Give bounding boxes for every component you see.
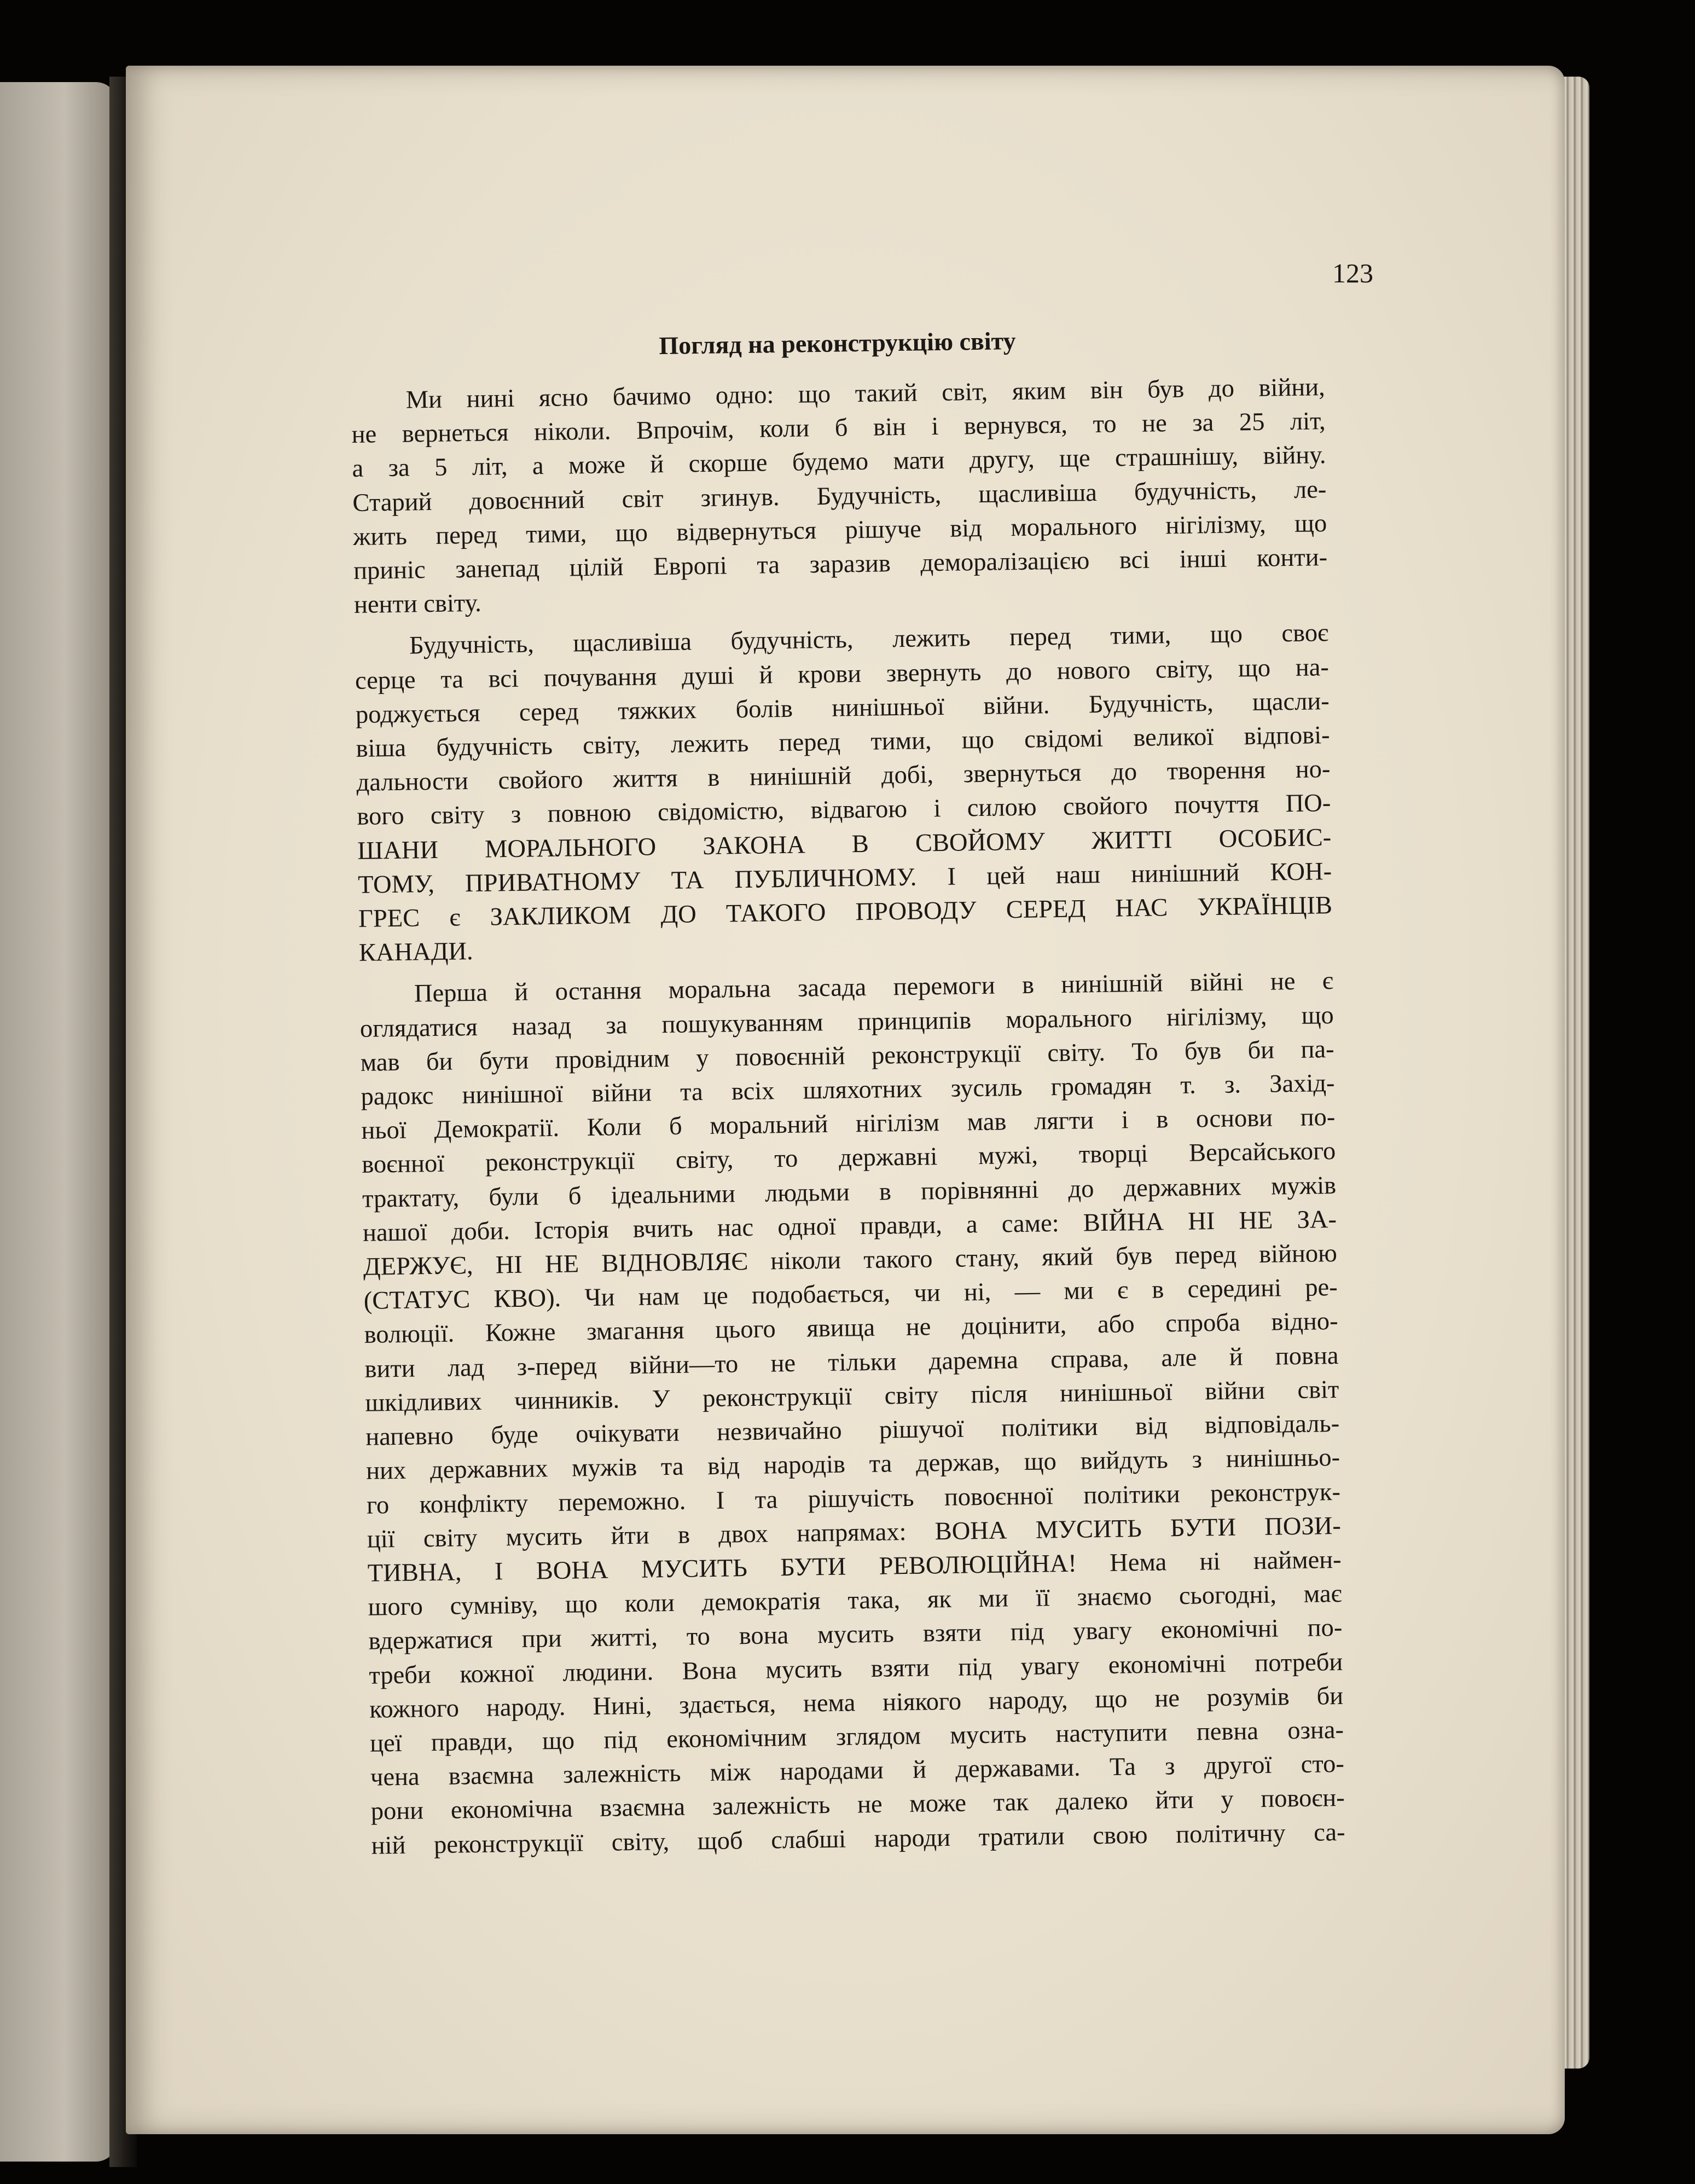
text-line: ції світу мусить йти в двох напрямах: ВОНА МУСИТЬ БУТИ ПОЗИ- bbox=[367, 1511, 1342, 1554]
text-line: вдержатися при житті, то вона мусить взяти під увагу економічні по- bbox=[368, 1614, 1343, 1656]
text-line: рони економічна взаємна залежність не може так далеко йти у повоєн- bbox=[370, 1784, 1345, 1826]
text-line: волюції. Кожне змагання цього явища не доцінити, або спроба відно- bbox=[364, 1307, 1338, 1349]
text-line: вити лад з-перед війни—то не тільки даремна справа, але й повна bbox=[364, 1341, 1339, 1383]
text-line: шого сумніву, що коли демократія така, як ми її знаємо сьогодні, має bbox=[368, 1580, 1342, 1621]
text-line: кожного народу. Нині, здається, нема ніякого народу, що не розумів би bbox=[369, 1682, 1344, 1724]
text-line: жить перед тими, що відвернуться рішуче від морального нігілізму, що bbox=[352, 509, 1327, 551]
paragraph-3 bbox=[359, 964, 1345, 1863]
text-line: Будучність, щасливіша будучність, лежить перед тими, що своє bbox=[409, 619, 1329, 660]
page-title: Погляд на реконструкцію світу bbox=[659, 327, 1016, 360]
left-page-edge bbox=[0, 82, 118, 2162]
text-line: чена взаємна залежність між народами й державами. Та з другої сто- bbox=[370, 1750, 1345, 1792]
text-line: КАНАДИ. bbox=[358, 937, 473, 968]
text-line: воєнної реконструкції світу, то державні мужі, творці Версайського bbox=[361, 1137, 1336, 1179]
text-line: серце та всі почування душі й крови звернуть до нового світу, що на- bbox=[355, 653, 1330, 695]
text-line: оглядатися назад за пошукуванням принципів морального нігілізму, що bbox=[359, 1001, 1334, 1043]
text-line: приніс занепад цілій Европі та заразив деморалізацією всі інші конти- bbox=[353, 543, 1328, 585]
text-line: цеї правди, що під економічним зглядом мусить наступити певна озна- bbox=[369, 1716, 1344, 1758]
text-line: Старий довоєнний світ згинув. Будучність, щасливіша будучність, ле- bbox=[352, 475, 1327, 517]
text-line: трактату, були б ідеальними людьми в порівнянні до державних мужів bbox=[362, 1171, 1337, 1213]
text-line: а за 5 літ, а може й скорше будемо мати другу, ще страшнішу, війну. bbox=[352, 441, 1326, 483]
text-line: радокс нинішної війни та всіх шляхотних зусиль громадян т. з. Захід- bbox=[361, 1069, 1335, 1111]
text-line: вого світу з повною свідомістю, відвагою і силою свойого почуття ПО- bbox=[357, 789, 1331, 831]
text-line: ТОМУ, ПРИВАТНОМУ ТА ПУБЛИЧНОМУ. І цей наш нинішний КОН- bbox=[357, 857, 1332, 899]
text-line: роджується серед тяжких болів нинішньої війни. Будучність, щасли- bbox=[355, 687, 1330, 729]
text-line: нашої доби. Історія вчить нас одної правди, а саме: ВІЙНА НІ НЕ ЗА- bbox=[362, 1205, 1337, 1247]
text-line: ненти світу. bbox=[353, 589, 482, 619]
text-line: ГРЕС є ЗАКЛИКОМ ДО ТАКОГО ПРОВОДУ СЕРЕД НАС УКРАЇНЦІВ bbox=[358, 891, 1333, 933]
text-line: них державних мужів та від народів та держав, що вийдуть з нинішньо- bbox=[365, 1444, 1340, 1486]
text-line: ДЕРЖУЄ, НІ НЕ ВІДНОВЛЯЄ ніколи такого стану, який був перед війною bbox=[363, 1239, 1338, 1281]
text-line: віша будучність світу, лежить перед тими, що свідомі великої відпові- bbox=[356, 721, 1330, 763]
text-line: Перша й остання моральна засада перемоги в нинішній війні не є bbox=[414, 967, 1334, 1008]
page-number: 123 bbox=[1332, 258, 1373, 288]
text-line: ньої Демократії. Коли б моральний нігілізм мав лягти і в основи по- bbox=[361, 1103, 1336, 1145]
text-line: (СТАТУС КВО). Чи нам це подобається, чи ні, — ми є в середині ре- bbox=[363, 1273, 1338, 1316]
text-line: не вернеться ніколи. Впрочім, коли б він і вернувся, то не за 25 літ, bbox=[351, 407, 1326, 449]
text-line: ТИВНА, І ВОНА МУСИТЬ БУТИ РЕВОЛЮЦІЙНА! Нема ні наймен- bbox=[367, 1545, 1342, 1588]
text-line: Ми нині ясно бачимо одно: що такий світ, яким він був до війни, bbox=[405, 373, 1326, 414]
paragraph-2 bbox=[355, 617, 1333, 971]
text-line: ШАНИ МОРАЛЬНОГО ЗАКОНА В СВОЙОМУ ЖИТТІ ОСОБИС- bbox=[357, 823, 1332, 865]
paragraph-1 bbox=[351, 370, 1328, 622]
text-line: треби кожної людини. Вона мусить взяти під увагу економічні потреби bbox=[369, 1648, 1343, 1690]
text-line: дальности свойого життя в нинішній добі, звернуться до творення но- bbox=[356, 755, 1331, 797]
text-line: шкідливих чинників. У реконструкції світу після нинішньої війни світ bbox=[365, 1375, 1339, 1417]
text-line: напевно буде очікувати незвичайно рішучої політики від відповідаль- bbox=[365, 1410, 1340, 1451]
text-line: ній реконструкції світу, щоб слабші народи тратили свою політичну са- bbox=[371, 1818, 1345, 1860]
text-line: го конфлікту переможно. І та рішучість повоєнної політики реконструк- bbox=[366, 1478, 1341, 1520]
text-line: мав би бути провідним у повоєнній реконструкції світу. То був би па- bbox=[360, 1035, 1334, 1077]
page-text bbox=[350, 315, 1345, 1863]
